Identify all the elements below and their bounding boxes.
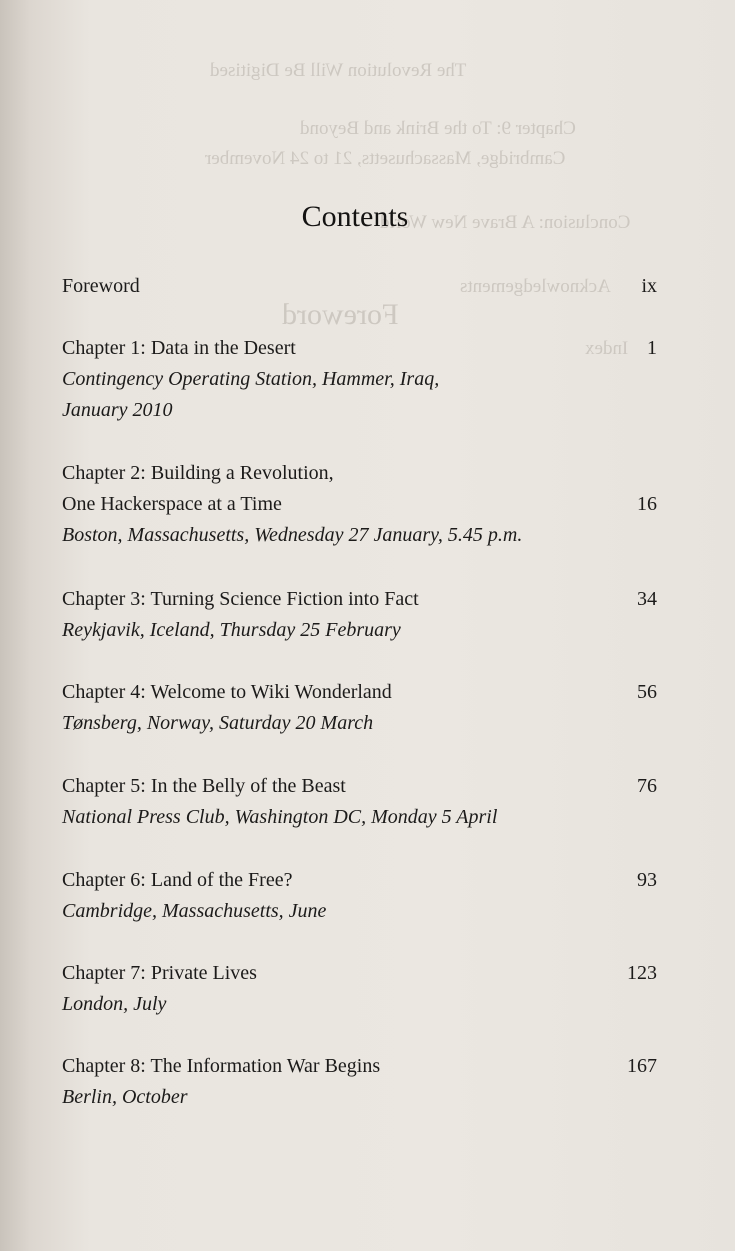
entry-title: Chapter 4: Welcome to Wiki Wonderland xyxy=(62,681,392,703)
entry-location: Reykjavik, Iceland, Thursday 25 February xyxy=(62,619,401,641)
entry-title: Chapter 7: Private Lives xyxy=(62,962,257,984)
entry-title: Chapter 6: Land of the Free? xyxy=(62,869,293,891)
entry-page: 76 xyxy=(637,775,657,797)
entry-location: National Press Club, Washington DC, Monday 5 April xyxy=(62,806,498,828)
bleed-line-3: Conclusion: A Brave New World xyxy=(380,212,631,233)
toc-entry-chapter-8[interactable] xyxy=(62,1051,657,1113)
toc-entry-foreword[interactable] xyxy=(62,271,657,302)
toc-entry-chapter-5[interactable] xyxy=(62,771,657,833)
toc-entry-chapter-2[interactable] xyxy=(62,458,657,551)
entry-page: 56 xyxy=(637,681,657,703)
entry-page: 16 xyxy=(637,493,657,515)
entry-page: ix xyxy=(641,275,657,297)
entry-location: Tønsberg, Norway, Saturday 20 March xyxy=(62,712,374,734)
entry-title: Chapter 8: The Information War Begins xyxy=(62,1055,381,1077)
bleed-line-1: Chapter 9: To the Brink and Beyond xyxy=(300,118,576,139)
toc-entry-chapter-7[interactable] xyxy=(62,958,657,1020)
page-title: Contents xyxy=(301,200,409,233)
entry-page: 93 xyxy=(637,869,657,891)
entry-location: Cambridge, Massachusetts, June xyxy=(62,900,327,922)
bleed-line-4: Acknowledgements xyxy=(460,276,611,297)
entry-title: Chapter 1: Data in the Desert xyxy=(62,337,296,359)
toc-entry-chapter-4[interactable] xyxy=(62,677,657,739)
entry-page: 1 xyxy=(647,337,657,359)
entry-page: 167 xyxy=(627,1055,657,1077)
entry-location: London, July xyxy=(62,993,167,1015)
bleed-foreword-heading: Foreword xyxy=(282,298,399,331)
toc-entry-chapter-1[interactable] xyxy=(62,333,657,426)
entry-title-line-1: Chapter 2: Building a Revolution, xyxy=(62,462,334,484)
entry-title: Chapter 3: Turning Science Fiction into Fact xyxy=(62,588,419,610)
entry-page: 123 xyxy=(627,962,657,984)
bleed-running-head: The Revolution Will Be Digitised xyxy=(210,60,467,81)
entry-title: Foreword xyxy=(62,275,140,297)
bleed-line-2: Cambridge, Massachusetts, 21 to 24 November xyxy=(205,148,566,169)
entry-title: Chapter 5: In the Belly of the Beast xyxy=(62,775,346,797)
entry-page: 34 xyxy=(637,588,657,610)
entry-location: Boston, Massachusetts, Wednesday 27 January, 5.45 p.m. xyxy=(62,524,523,546)
entry-title-line-2: One Hackerspace at a Time xyxy=(62,493,282,515)
entry-date: January 2010 xyxy=(62,399,173,421)
toc-entry-chapter-6[interactable] xyxy=(62,865,657,927)
entry-location: Contingency Operating Station, Hammer, Iraq, xyxy=(62,368,440,390)
toc-entry-chapter-3[interactable] xyxy=(62,584,657,646)
entry-location: Berlin, October xyxy=(62,1086,188,1108)
bleed-line-5: Index xyxy=(585,338,629,359)
